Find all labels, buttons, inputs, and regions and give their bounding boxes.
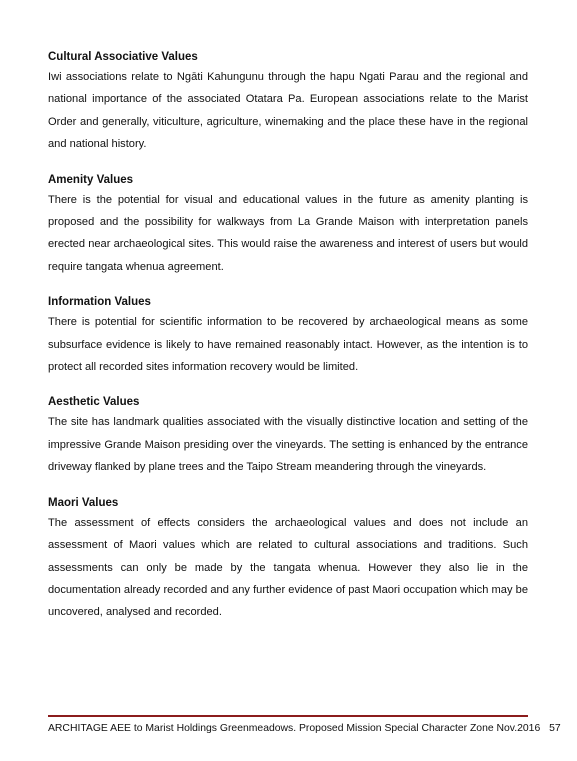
section-heading: Aesthetic Values: [48, 396, 140, 409]
section-heading: Amenity Values: [48, 173, 134, 186]
section-amenity-values: [48, 173, 528, 279]
section-heading: Cultural Associative Values: [48, 51, 198, 63]
document-body: [48, 50, 528, 641]
section-maori-values: [48, 496, 528, 624]
section-paragraph: The site has landmark qualities associated with the visually distinctive location and setting of the impressive Grande Maison presiding over the vineyards. The setting is enhanced by the entrance driveway flanked by plane trees and the Taipo Stream meandering through the vineyards.: [48, 416, 528, 474]
section-paragraph: There is the potential for visual and educational values in the future as amenity planting is proposed and the possibility for walkways from La Grande Maison with interpretation panels erected near archaeological sites. This would raise the awareness and interest of users but would require tangata whenua agreement.: [48, 193, 528, 273]
section-aesthetic-values: [48, 395, 528, 478]
footer-text: ARCHITAGE AEE to Marist Holdings Greenmeadows. Proposed Mission Special Character Zone Nov.2016: [48, 723, 541, 734]
footer-divider: [48, 715, 528, 717]
page-footer: [48, 722, 561, 736]
section-cultural-associative-values: [48, 50, 528, 156]
section-information-values: [48, 295, 528, 378]
page-number: 57: [549, 723, 561, 734]
section-paragraph: The assessment of effects considers the archaeological values and does not include an assessment of Maori values which are related to cultural associations and traditions. Such assessments can only be made by the tangata whenua. However they also lie in the documentation already recorded and any further evidence of past Maori occupation which may be uncovered, analysed and recorded.: [48, 516, 528, 619]
section-heading: Maori Values: [48, 496, 119, 509]
section-paragraph: There is potential for scientific information to be recovered by archaeological means as some subsurface evidence is likely to have remained reasonably intact. However, as the intention is to protect all recorded sites information recovery would be limited.: [48, 316, 528, 374]
section-heading: Information Values: [48, 296, 151, 309]
section-paragraph: Iwi associations relate to Ngāti Kahungunu through the hapu Ngati Parau and the regional and national importance of the associated Otatara Pa. European associations relate to the Marist Order and generally, viticulture, agriculture, winemaking and the place these have in the regional and national history.: [48, 71, 528, 151]
